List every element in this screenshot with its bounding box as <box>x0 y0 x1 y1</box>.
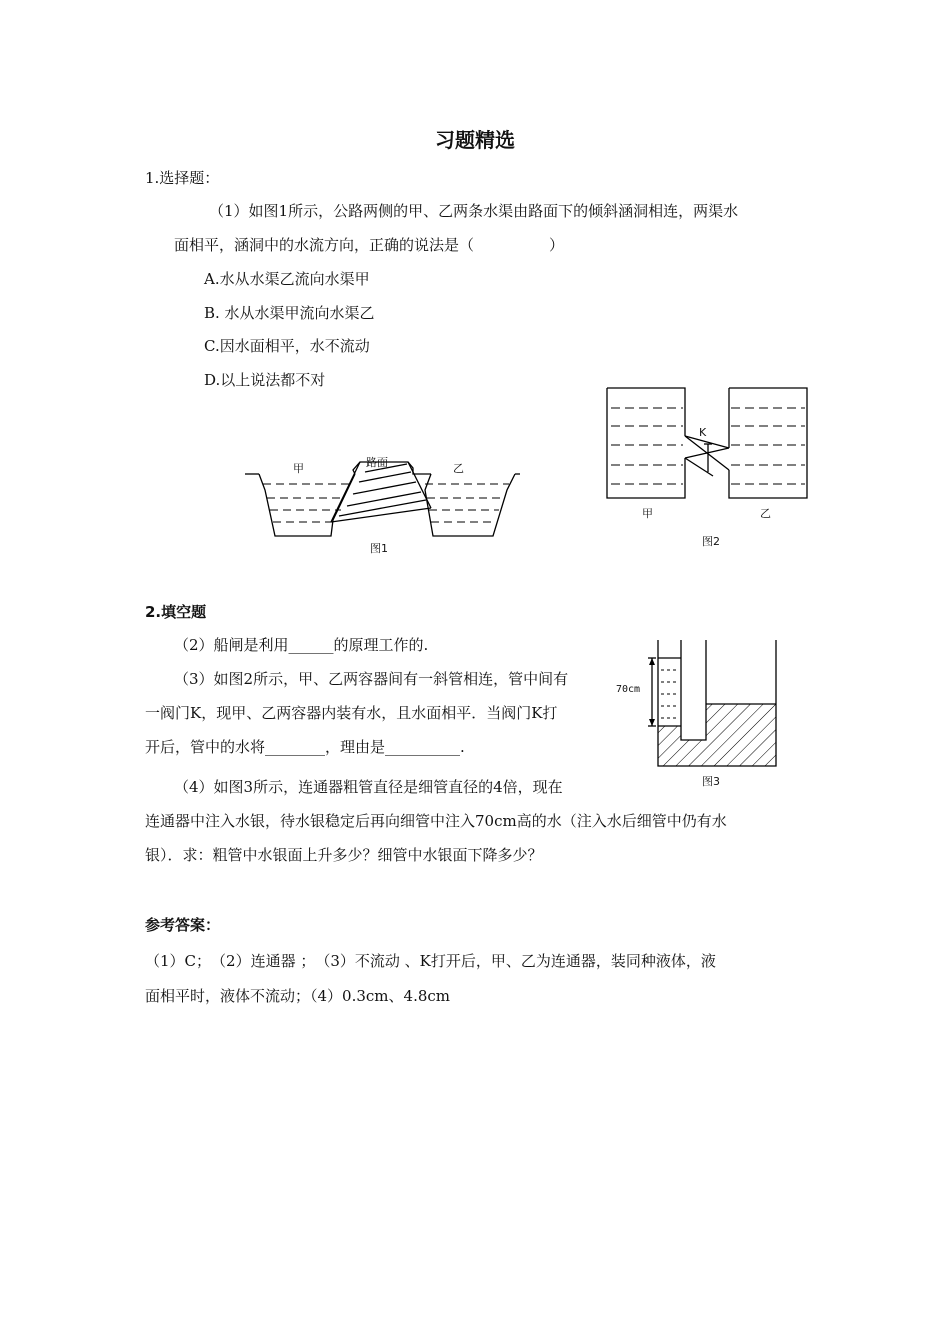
figure2-diagram <box>607 388 809 500</box>
q3-line2: 一阀门K，现甲、乙两容器内装有水，且水面相平．当阀门K打 <box>145 704 558 722</box>
q1-line1: （1）如图1所示，公路两侧的甲、乙两条水渠由路面下的倾斜涵洞相连，两渠水 <box>209 202 739 220</box>
q3-line1: （3）如图2所示，甲、乙两容器间有一斜管相连，管中间有 <box>174 670 569 688</box>
fig2-valve-label: K <box>699 426 707 439</box>
answers-line1: （1）C； （2）连通器 ； （3）不流动 、K打开后，甲、乙为连通器，装同种液体，液 <box>145 952 716 970</box>
option-c: C.因水面相平，水不流动 <box>204 337 370 355</box>
option-b: B. 水从水渠甲流向水渠乙 <box>204 304 375 322</box>
fig1-road-label: 路面 <box>366 456 388 469</box>
fig2-caption: 图2 <box>702 535 720 548</box>
fig1-left-label: 甲 <box>293 462 304 475</box>
fig2-left-label: 甲 <box>642 507 653 520</box>
q4-line1: （4）如图3所示，连通器粗管直径是细管直径的4倍，现在 <box>174 778 563 796</box>
figure3-diagram <box>636 640 781 770</box>
q3-line3: 开后，管中的水将________，理由是__________. <box>145 738 465 756</box>
fig1-caption: 图1 <box>370 542 388 555</box>
section2-heading: 2.填空题 <box>145 603 207 621</box>
option-d: D.以上说法都不对 <box>204 371 326 389</box>
section1-heading: 1.选择题： <box>145 169 220 187</box>
fig3-height-label: 70cm <box>616 684 641 695</box>
answers-line2: 面相平时，液体不流动；（4）0.3cm、4.8cm <box>145 987 451 1005</box>
q4-line2: 连通器中注入水银，待水银稳定后再向细管中注入70cm高的水（注入水后细管中仍有水 <box>145 812 727 830</box>
fig3-caption: 图3 <box>702 775 720 788</box>
q2-text: （2）船闸是利用______的原理工作的. <box>174 636 429 654</box>
q1-line2: 面相平，涵洞中的水流方向，正确的说法是（ ） <box>174 236 565 254</box>
page-title: 习题精选 <box>435 128 515 152</box>
fig2-right-label: 乙 <box>760 507 771 520</box>
q4-line3: 银）．求：粗管中水银面上升多少？细管中水银面下降多少？ <box>145 846 543 864</box>
fig1-right-label: 乙 <box>453 462 464 475</box>
answers-heading: 参考答案： <box>145 916 221 934</box>
option-a: A.水从水渠乙流向水渠甲 <box>204 270 370 288</box>
